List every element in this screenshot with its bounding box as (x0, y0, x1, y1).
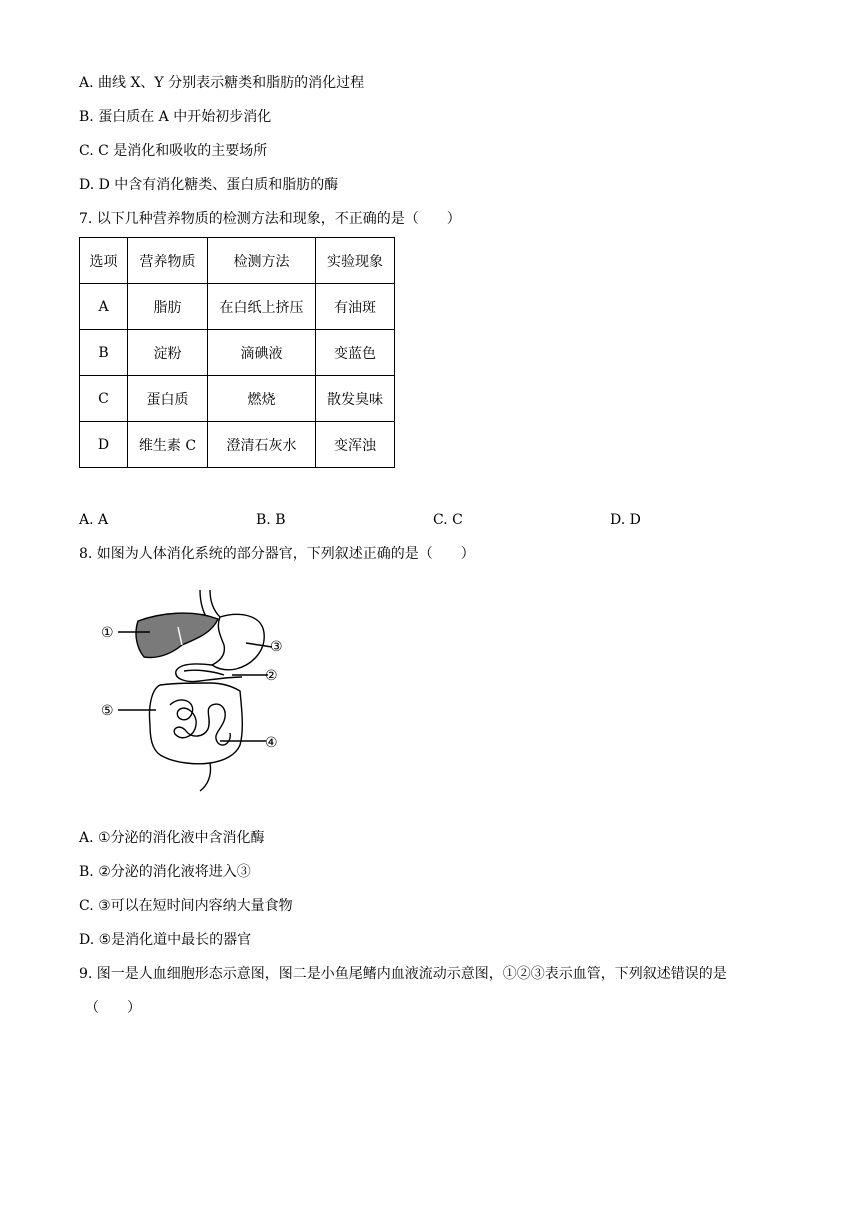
table-header-cell: 检测方法 (208, 238, 316, 284)
table-cell: A (80, 284, 128, 330)
figure-label-1: ① (101, 625, 114, 641)
table-cell: 滴碘液 (208, 330, 316, 376)
figure-label-4: ④ (265, 735, 278, 751)
q6-option-a: A. 曲线 X、Y 分别表示糖类和脂肪的消化过程 (79, 75, 365, 91)
q8-option-c: C. ③可以在短时间内容纳大量食物 (79, 898, 293, 914)
table-cell: D (80, 422, 128, 468)
table-cell: 有油斑 (316, 284, 395, 330)
q7-choice-c: C. C (433, 512, 463, 528)
table-cell: 淀粉 (128, 330, 208, 376)
table-cell: 脂肪 (128, 284, 208, 330)
rectum-shape (200, 763, 211, 791)
q7-table (79, 237, 395, 468)
q7-choice-d: D. D (610, 512, 641, 528)
small-intestine-shape (170, 700, 230, 745)
table-cell: 散发臭味 (316, 376, 395, 422)
table-cell: 变浑浊 (316, 422, 395, 468)
table-row (80, 330, 395, 376)
table-header-cell: 选项 (80, 238, 128, 284)
q8-stem: 8. 如图为人体消化系统的部分器官，下列叙述正确的是（ ） (79, 546, 475, 562)
table-cell: 燃烧 (208, 376, 316, 422)
table-row (80, 376, 395, 422)
table-cell: C (80, 376, 128, 422)
q8-option-d: D. ⑤是消化道中最长的器官 (79, 932, 252, 948)
table-header-row (80, 238, 395, 284)
q8-option-a: A. ①分泌的消化液中含消化酶 (79, 830, 265, 846)
table-cell: 变蓝色 (316, 330, 395, 376)
digestive-system-figure (100, 585, 300, 800)
esophagus-shape (210, 590, 220, 617)
table-cell: 在白纸上挤压 (208, 284, 316, 330)
table-cell: B (80, 330, 128, 376)
table-row (80, 422, 395, 468)
q6-option-b: B. 蛋白质在 A 中开始初步消化 (79, 109, 272, 125)
q8-option-b: B. ②分泌的消化液将进入③ (79, 864, 251, 880)
table-header-cell: 营养物质 (128, 238, 208, 284)
pointer-line-3 (246, 643, 272, 647)
q6-option-c: C. C 是消化和吸收的主要场所 (79, 143, 268, 159)
figure-label-2: ② (265, 668, 278, 684)
table-header-cell: 实验现象 (316, 238, 395, 284)
figure-label-3: ③ (270, 639, 283, 655)
q6-option-d: D. D 中含有消化糖类、蛋白质和脂肪的酶 (79, 177, 339, 193)
digestive-system-diagram (100, 585, 300, 800)
table-cell: 澄清石灰水 (208, 422, 316, 468)
q9-stem: 9. 图一是人血细胞形态示意图，图二是小鱼尾鳍内血液流动示意图，①②③表示血管，下列叙述错误的是 (79, 966, 727, 982)
table-cell: 蛋白质 (128, 376, 208, 422)
pancreas-shape (176, 664, 242, 682)
stomach-shape (212, 614, 264, 669)
q9-answer-paren: （ ） (85, 1000, 141, 1016)
duodenum-shape (184, 670, 224, 675)
table-cell: 维生素 C (128, 422, 208, 468)
liver-shape (136, 613, 218, 657)
q7-choice-a: A. A (79, 512, 109, 528)
figure-label-5: ⑤ (101, 703, 114, 719)
q7-choice-b: B. B (256, 512, 286, 528)
table-row (80, 284, 395, 330)
q7-stem: 7. 以下几种营养物质的检测方法和现象，不正确的是（ ） (79, 211, 461, 227)
